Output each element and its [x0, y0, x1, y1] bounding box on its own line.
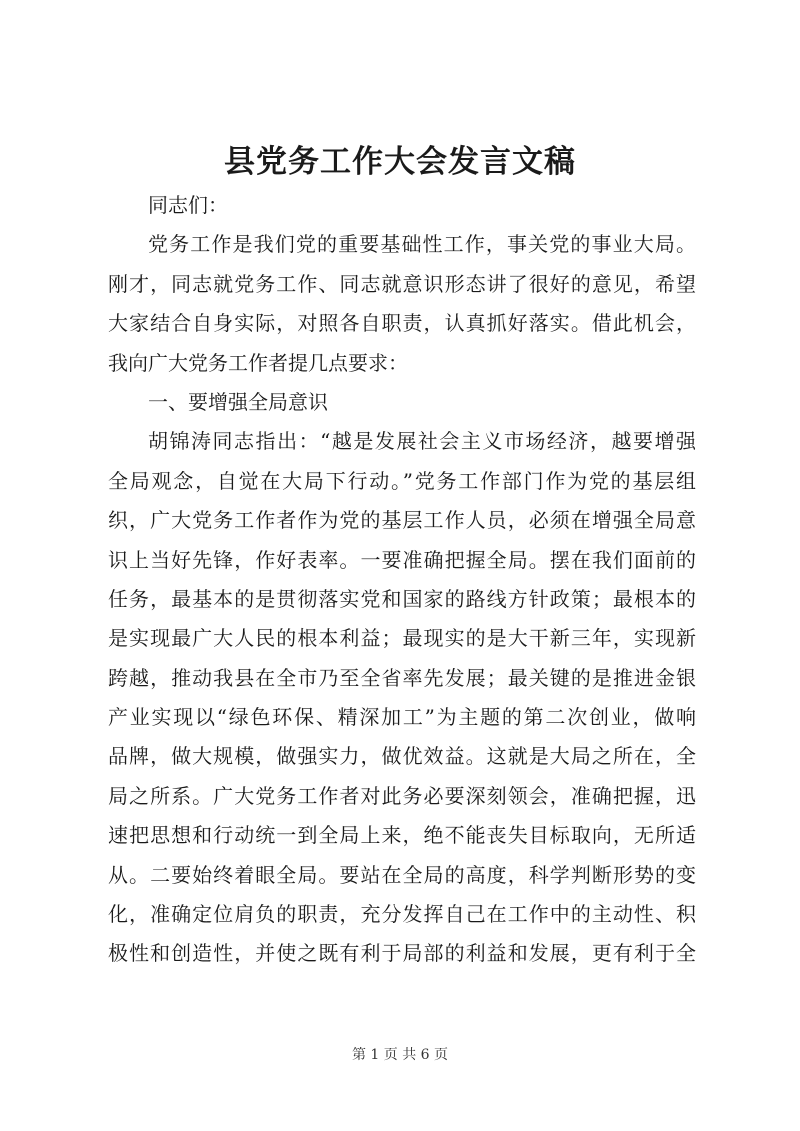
paragraph-line: 大家结合自身实际，对照各自职责，认真抓好落实。借此机会，: [108, 311, 696, 336]
paragraph-line: 胡锦涛同志指出：“越是发展社会主义市场经济，越要增强: [148, 429, 696, 454]
paragraph-line: 产业实现以“绿色环保、精深加工”为主题的第二次创业，做响: [108, 705, 696, 730]
paragraph-line: 跨越，推动我县在全市乃至全省率先发展；最关键的是推进金银: [108, 665, 696, 690]
paragraph-line: 刚才，同志就党务工作、同志就意识形态讲了很好的意见，希望: [108, 271, 696, 296]
salutation-line: 同志们：: [148, 193, 228, 217]
paragraph-line: 品牌，做大规模，做强实力，做优效益。这就是大局之所在，全: [108, 744, 696, 769]
page-number-footer: 第 1 页 共 6 页: [351, 1047, 449, 1063]
paragraph-line: 识上当好先锋，作好表率。一要准确把握全局。摆在我们面前的: [108, 547, 696, 572]
document-body: [108, 186, 696, 974]
paragraph-line: 化，准确定位肩负的职责，充分发挥自己在工作中的主动性、积: [108, 902, 696, 927]
paragraph-line: 局之所系。广大党务工作者对此务必要深刻领会，准确把握，迅: [108, 783, 696, 808]
paragraph-line: 任务，最基本的是贯彻落实党和国家的路线方针政策；最根本的: [108, 586, 696, 611]
paragraph-line: 党务工作是我们党的重要基础性工作，事关党的事业大局。: [148, 232, 696, 257]
paragraph-line: 织，广大党务工作者作为党的基层工作人员，必须在增强全局意: [108, 508, 696, 533]
document-title: 县党务工作大会发言文稿: [224, 144, 576, 180]
paragraph-line: 从。二要始终着眼全局。要站在全局的高度，科学判断形势的变: [108, 862, 696, 887]
paragraph-line: 全局观念，自觉在大局下行动。”党务工作部门作为党的基层组: [108, 468, 696, 493]
section-heading: 一、要增强全局意识: [148, 389, 328, 414]
paragraph-line: 我向广大党务工作者提几点要求：: [108, 350, 408, 375]
paragraph-line: 是实现最广大人民的根本利益；最现实的是大干新三年，实现新: [108, 626, 696, 651]
paragraph-line: 极性和创造性，并使之既有利于局部的利益和发展，更有利于全: [108, 941, 696, 966]
paragraph-line: 速把思想和行动统一到全局上来，绝不能丧失目标取向，无所适: [108, 823, 696, 848]
